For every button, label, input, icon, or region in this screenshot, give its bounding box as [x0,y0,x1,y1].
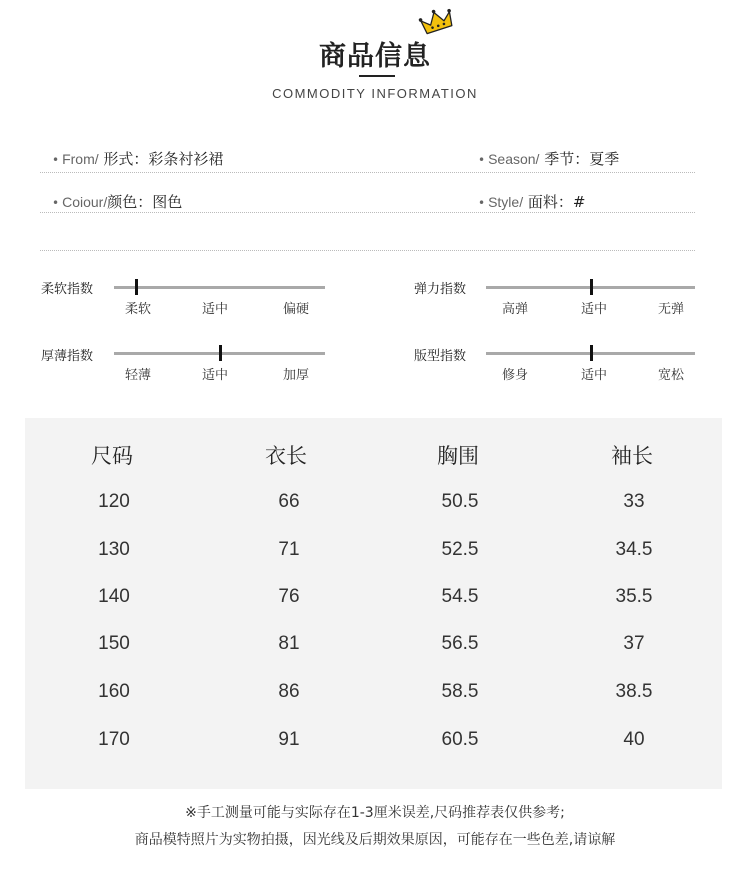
table-cell: 81 [278,633,300,654]
info-colour-value: 颜色：图色 [107,193,183,211]
table-cell: 33 [623,491,645,512]
info-season-en: Season/ [488,151,540,167]
info-form-en: From/ [62,151,99,167]
dotted-divider [40,212,695,213]
index-tick: 宽松 [657,368,684,383]
index-tick: 适中 [580,302,607,317]
table-cell: 40 [623,729,645,750]
index-tick: 适中 [580,368,607,383]
index-label: 柔软指数 [41,282,94,297]
table-cell: 54.5 [441,586,479,607]
dotted-divider [40,172,695,173]
table-cell: 120 [98,491,130,512]
dotted-divider [40,250,695,251]
table-cell: 150 [98,633,130,654]
table-cell: 71 [278,539,300,560]
title-underline [359,75,395,77]
page-title: 商品信息 [319,41,431,72]
index-label: 版型指数 [414,349,467,364]
table-cell: 160 [98,681,130,702]
index-track [114,286,325,289]
table-cell: 37 [623,633,645,654]
info-season [478,148,619,169]
bullet-dot: • [478,153,486,167]
table-cell: 130 [98,539,130,560]
table-cell: 34.5 [615,539,653,560]
table-cell: 58.5 [441,681,479,702]
index-label: 弹力指数 [414,282,467,297]
info-form [52,148,223,169]
info-style-value: 面料：# [527,193,586,211]
table-cell: 38.5 [615,681,653,702]
measurement-note: ※手工测量可能与实际存在1-3厘米误差,尺码推荐表仅供参考; [185,805,565,821]
bullet-dot: • [52,153,60,167]
bullet-dot: • [52,196,60,210]
index-tick: 适中 [201,302,228,317]
table-header-size: 尺码 [91,444,133,468]
table-cell: 140 [98,586,130,607]
table-cell: 76 [278,586,300,607]
info-style-en: Style/ [488,194,524,210]
info-colour-en: Coiour/ [62,194,108,210]
index-marker [135,279,138,295]
index-marker [590,279,593,295]
index-marker [590,345,593,361]
table-cell: 91 [278,729,300,750]
table-cell: 66 [278,491,300,512]
info-style [478,191,585,212]
index-tick: 高弹 [501,302,528,317]
table-cell: 60.5 [441,729,479,750]
table-header-length: 衣长 [265,444,307,468]
index-tick: 加厚 [282,368,309,383]
index-tick: 轻薄 [124,368,151,383]
table-cell: 52.5 [441,539,479,560]
color-disclaimer: 商品模特照片为实物拍摄，因光线及后期效果原因，可能存在一些色差,请谅解 [134,832,616,848]
index-tick: 无弹 [657,302,684,317]
index-tick: 偏硬 [282,302,309,317]
table-cell: 35.5 [615,586,653,607]
table-cell: 50.5 [441,491,479,512]
bullet-dot: • [478,196,486,210]
index-marker [219,345,222,361]
info-colour [52,191,182,212]
index-tick: 柔软 [124,302,151,317]
index-label: 厚薄指数 [41,349,94,364]
info-form-value: 形式：彩条衬衫裙 [103,150,224,168]
table-header-sleeve: 袖长 [611,444,653,468]
info-season-value: 季节：夏季 [544,150,620,168]
table-cell: 86 [278,681,300,702]
page-subtitle: COMMODITY INFORMATION [272,86,478,101]
table-header-chest: 胸围 [437,444,479,468]
table-cell: 170 [98,729,130,750]
index-tick: 适中 [201,368,228,383]
index-tick: 修身 [501,368,528,383]
table-cell: 56.5 [441,633,479,654]
